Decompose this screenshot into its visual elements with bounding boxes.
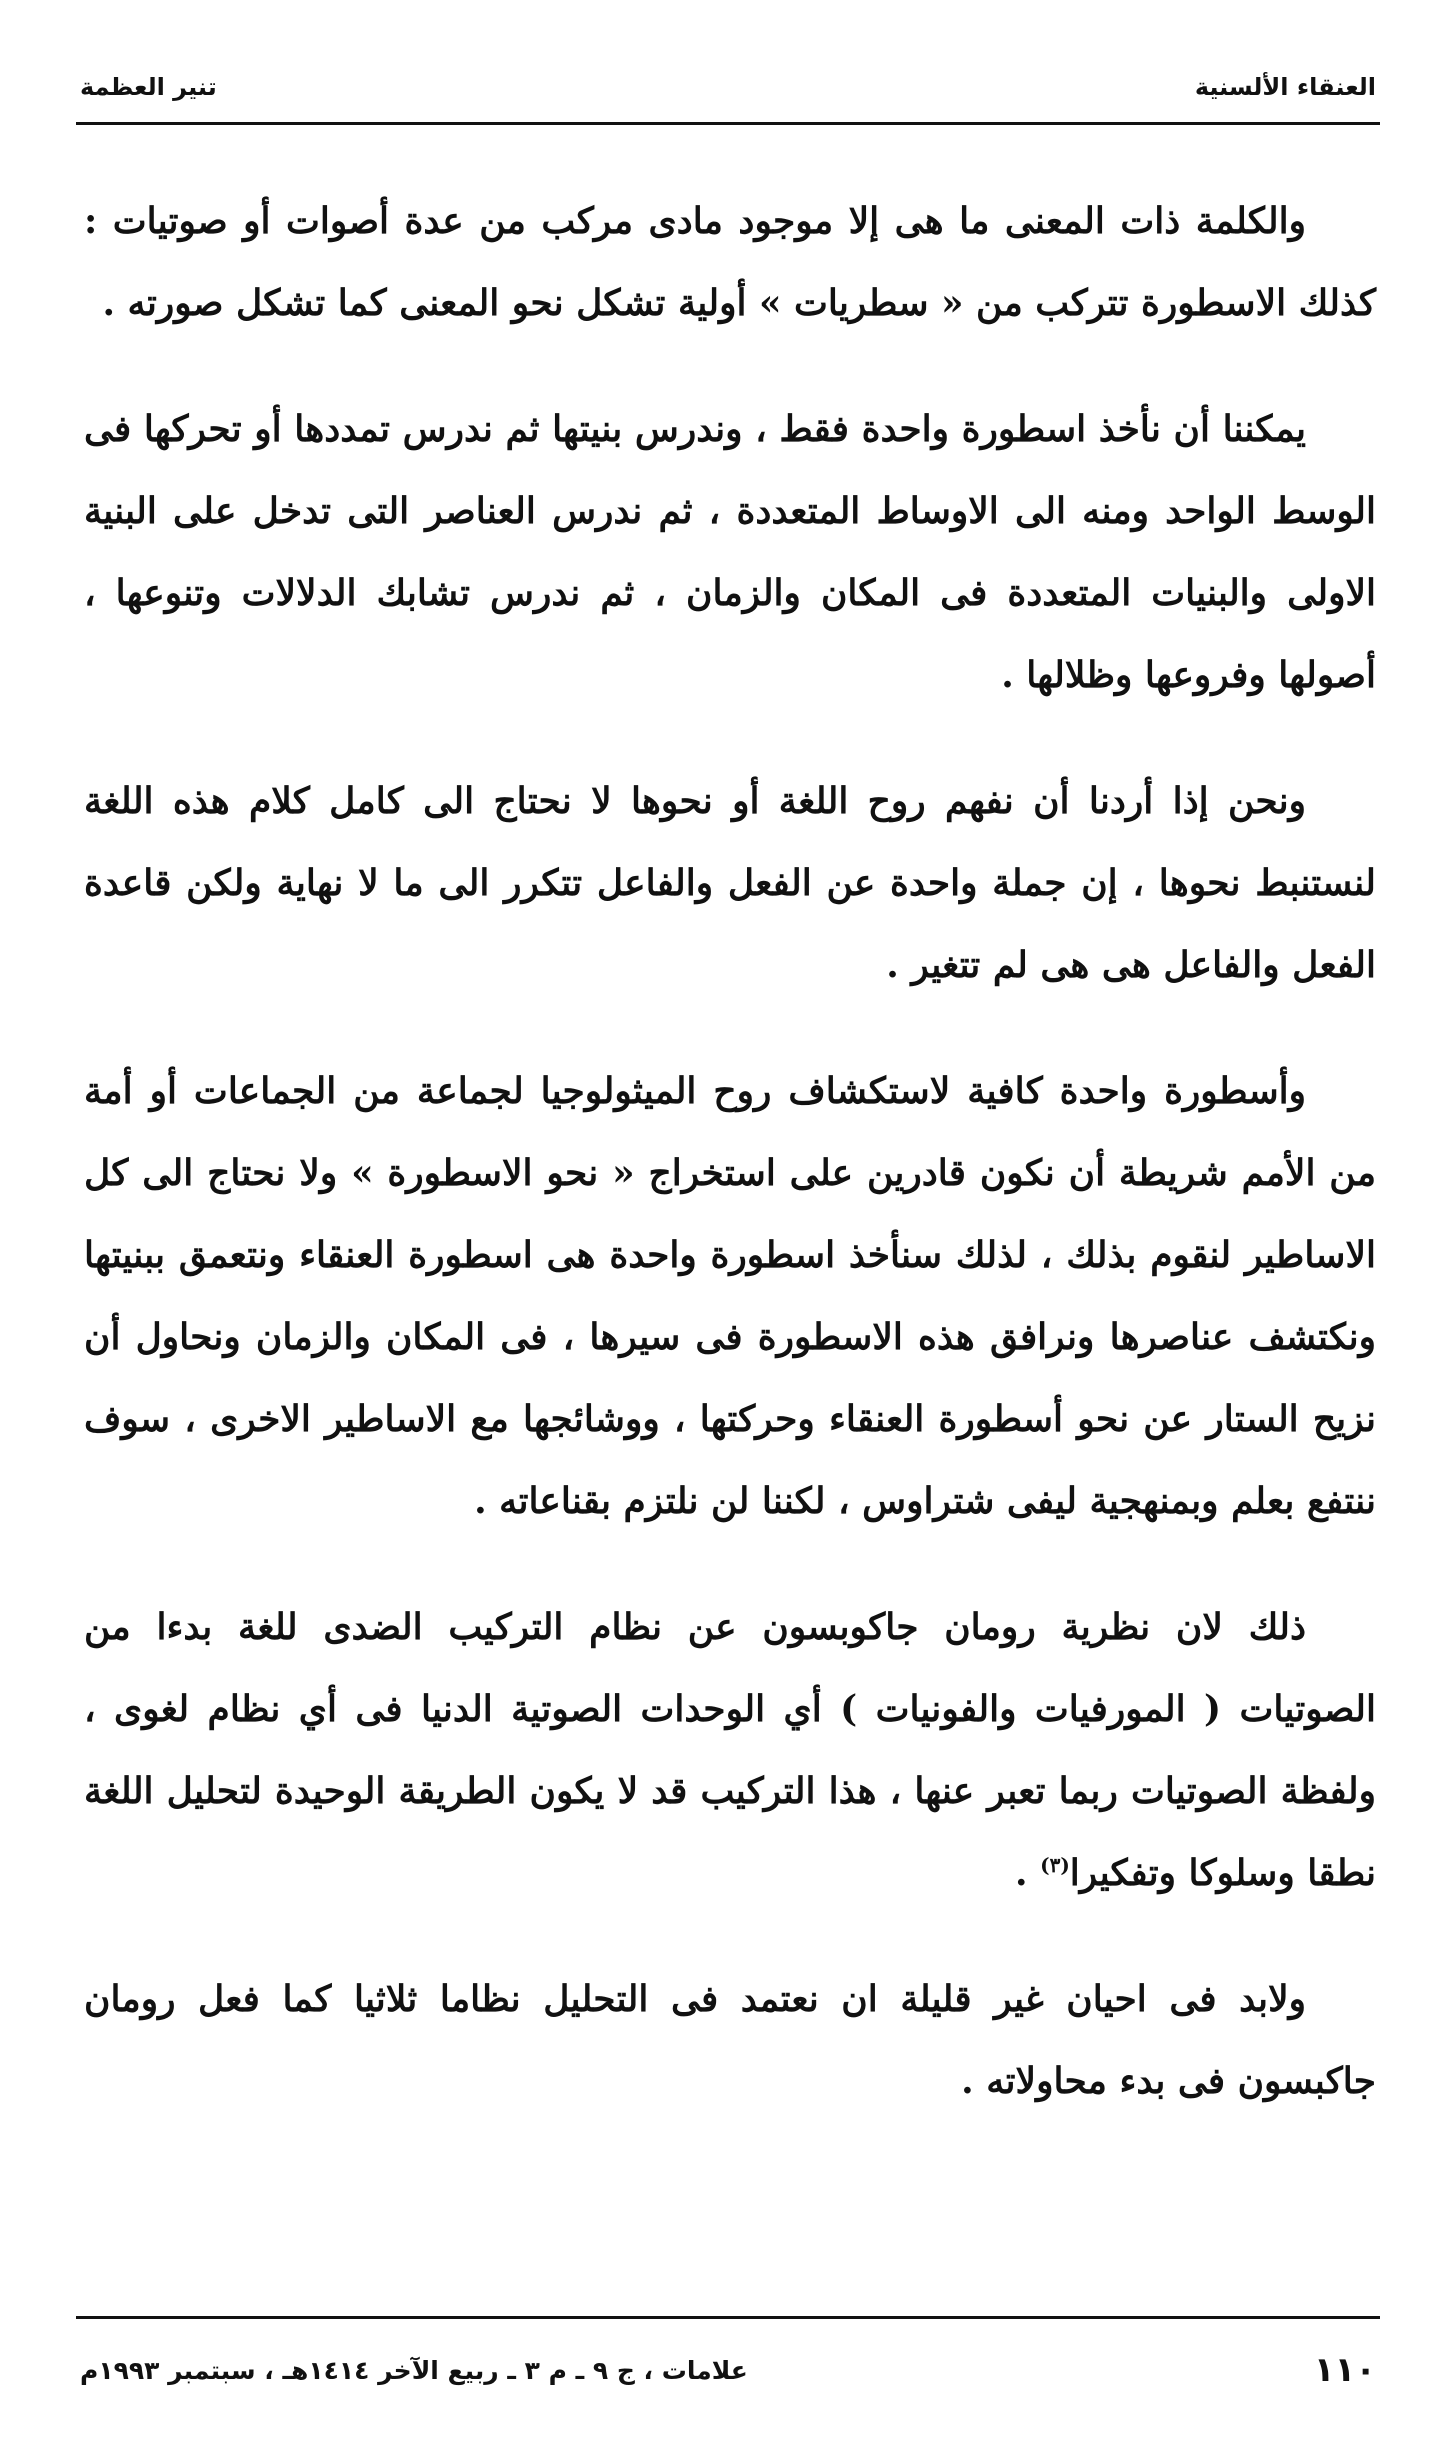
paragraph-2: يمكننا أن نأخذ اسطورة واحدة فقط ، وندرس بنيتها ثم ندرس تمددها أو تحركها فى الوسط الواحد ومنه الى الاوساط المتعددة ، ثم ندرس العناصر التى تدخل على البنية الاولى والبنيات المتعددة فى المكان والزمان ، ثم ندرس تشابك الدلالات وتنوعها ، أصولها وفروعها وظلالها . (84, 408, 1376, 696)
running-header (80, 62, 1376, 112)
issue-info: علامات ، ج ٩ ـ م ٣ ـ ربيع الآخر ١٤١٤هـ ، سبتمبر ١٩٩٣م (80, 2355, 748, 2385)
paragraph-3: ونحن إذا أردنا أن نفهم روح اللغة أو نحوها لا نحتاج الى كامل كلام هذه اللغة لنستنبط نحوها ، إن جملة واحدة عن الفعل والفاعل تتكرر الى ما لا نهاية ولكن قاعدة الفعل والفاعل هى هى لم تتغير . (84, 780, 1376, 986)
article-body (84, 180, 1376, 2166)
paragraph-1: والكلمة ذات المعنى ما هى إلا موجود مادى مركب من عدة أصوات أو صوتيات : كذلك الاسطورة تتركب من « سطريات » أولية تشكل نحو المعنى كما تشكل صورته . (84, 200, 1376, 324)
paragraph-5 (84, 1586, 1376, 1914)
running-footer (80, 2340, 1376, 2400)
article-author: تنير العظمة (80, 73, 217, 101)
paragraph-6: ولابد فى احيان غير قليلة ان نعتمد فى التحليل نظاما ثلاثيا كما فعل رومان جاكبسون فى بدء محاولاته . (84, 1978, 1376, 2102)
paragraph-5-end: . (1015, 1852, 1041, 1894)
paragraph-5-text: ذلك لان نظرية رومان جاكوبسون عن نظام التركيب الضدى للغة بدءا من الصوتيات ( المورفيات والفونيات ) أي الوحدات الصوتية الدنيا فى أي نظام لغوى ، ولفظة الصوتيات ربما تعبر عنها ، هذا التركيب قد لا يكون الطريقة الوحيدة لتحليل اللغة نطقا وسلوكا وتفكيرا (84, 1606, 1376, 1894)
page-number: ١١٠ (1313, 2350, 1376, 2390)
journal-title: العنقاء الألسنية (1194, 73, 1376, 101)
footer-divider (76, 2316, 1380, 2319)
paragraph-4: وأسطورة واحدة كافية لاستكشاف روح الميثولوجيا لجماعة من الجماعات أو أمة من الأمم شريطة أن نكون قادرين على استخراج « نحو الاسطورة » ولا نحتاج الى كل الاساطير لنقوم بذلك ، لذلك سنأخذ اسطورة واحدة هى اسطورة العنقاء ونتعمق ببنيتها ونكتشف عناصرها ونرافق هذه الاسطورة فى سيرها ، فى المكان والزمان ونحاول أن نزيح الستار عن نحو أسطورة العنقاء وحركتها ، ووشائجها مع الاساطير الاخرى ، سوف ننتفع بعلم وبمنهجية ليفى شتراوس ، لكننا لن نلتزم بقناعاته . (84, 1070, 1376, 1522)
footnote-reference[interactable]: (٣) (1040, 1853, 1070, 1877)
header-divider (76, 122, 1380, 125)
